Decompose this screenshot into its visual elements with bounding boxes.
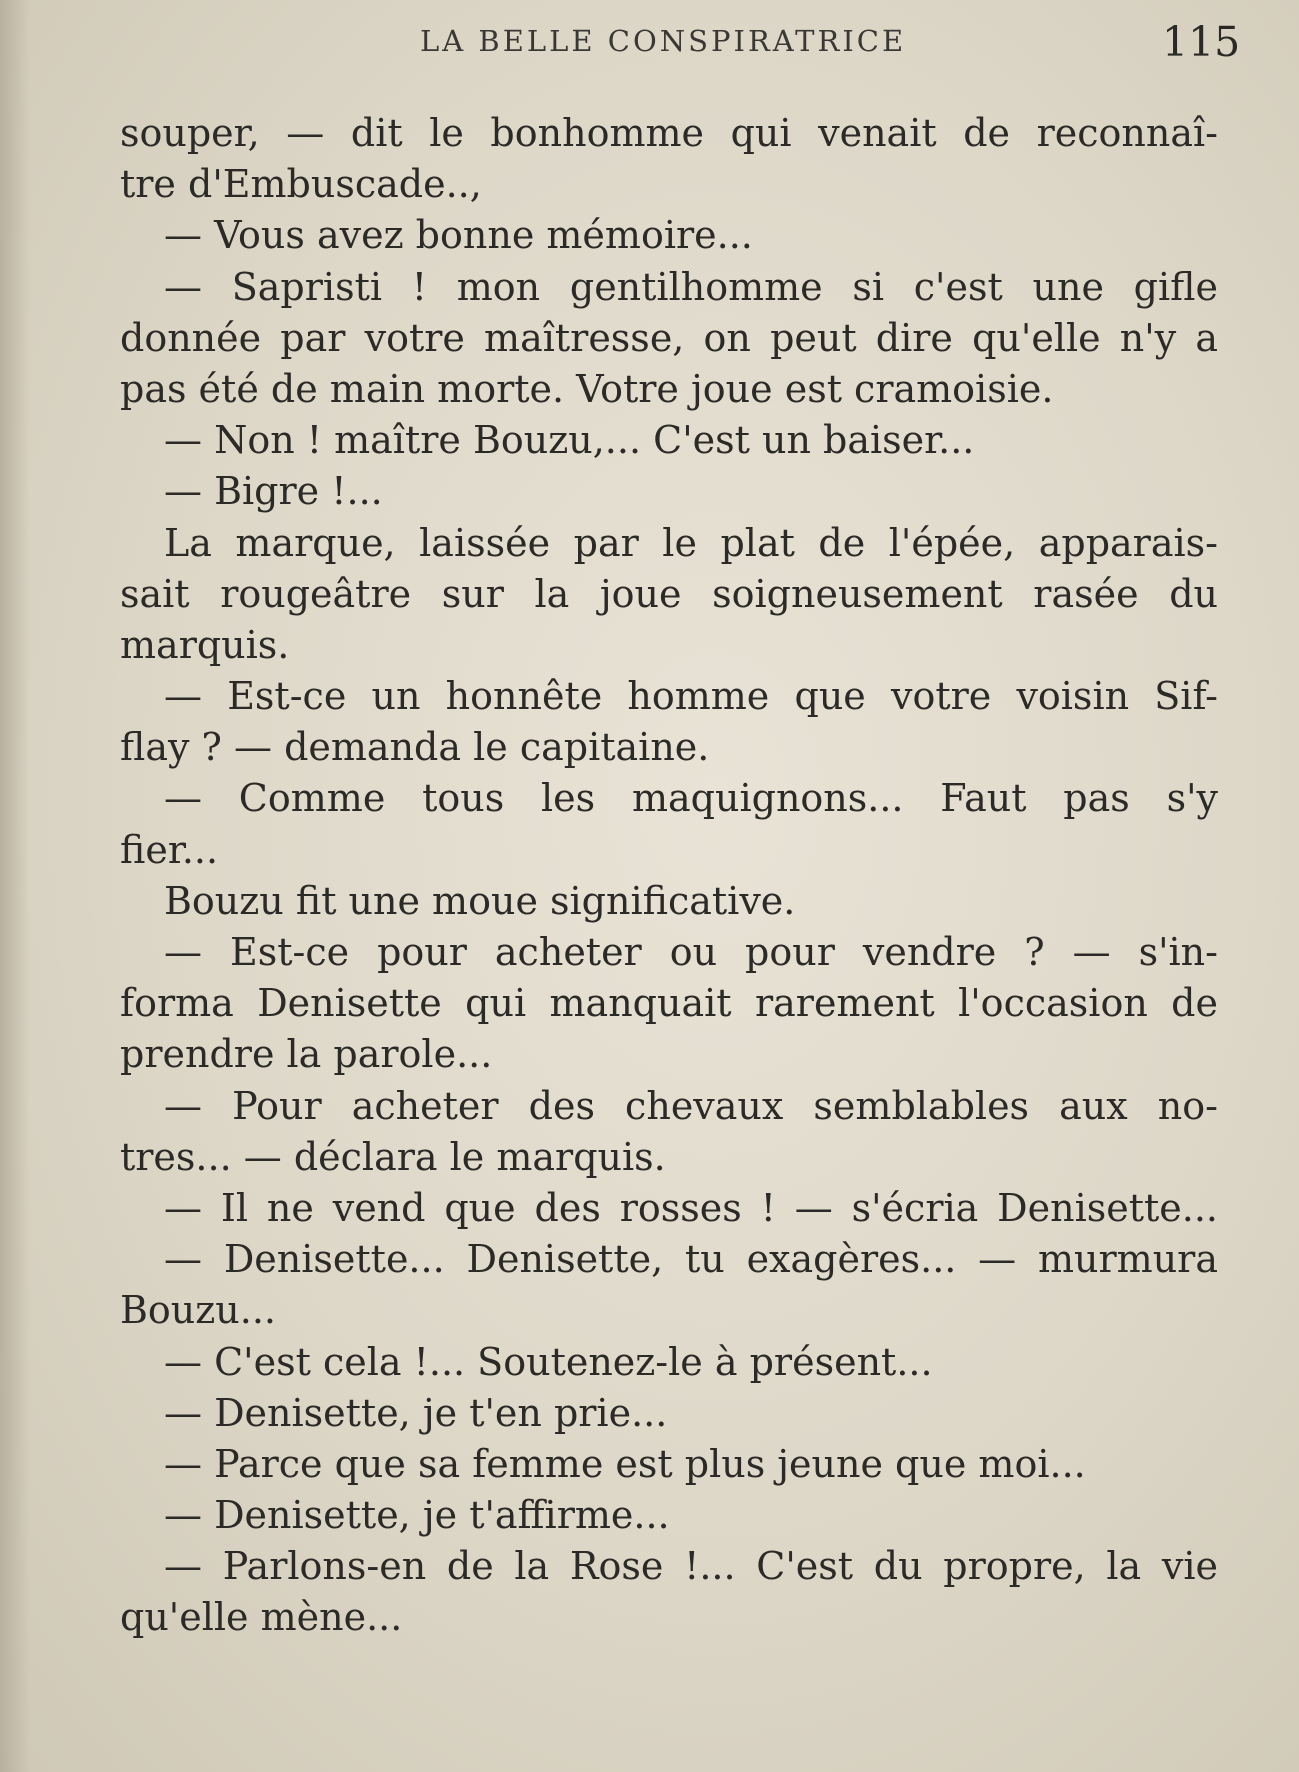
text-line: flay ? — demanda le capitaine. (120, 725, 710, 770)
text-line: — Denisette, je t'en prie... (164, 1390, 668, 1435)
text-line: — Bigre !... (164, 469, 383, 514)
text-line: Bouzu fit une moue significative. (164, 878, 796, 923)
text-line: — Est-ce pour acheter ou pour vendre ? — s'in- (164, 930, 1218, 974)
text-line: — Denisette... Denisette, tu exagères... — murmura (164, 1237, 1218, 1282)
text-line: souper, — dit le bonhomme qui venait de reconnaî- (120, 111, 1218, 155)
text-line: — Il ne vend que des rosses ! — s'écria Denisette... (164, 1185, 1218, 1230)
text-line: sait rougeâtre sur la joue soigneusement rasée du (120, 571, 1218, 616)
text-line: marquis. (120, 622, 290, 667)
text-line: — Est-ce un honnête homme que votre voisin Sif- (164, 674, 1218, 719)
running-title: LA BELLE CONSPIRATRICE (420, 24, 907, 58)
page-number: 115 (1162, 18, 1241, 66)
binding-shadow (0, 0, 30, 1772)
text-line: — Pour acheter des chevaux semblables aux no- (164, 1083, 1218, 1128)
text-line: fier... (120, 827, 219, 872)
text-line: qu'elle mène... (120, 1595, 403, 1640)
text-line: — Vous avez bonne mémoire... (164, 213, 753, 258)
text-line: prendre la parole... (120, 1032, 493, 1077)
text-line: donnée par votre maîtresse, on peut dire qu'elle n'y a (120, 315, 1218, 360)
text-line: — Parlons-en de la Rose !... C'est du propre, la vie (164, 1544, 1218, 1589)
text-line: Bouzu... (120, 1288, 277, 1333)
text-line: tre d'Embuscade.., (120, 162, 482, 207)
text-line: — Parce que sa femme est plus jeune que moi... (164, 1441, 1086, 1486)
text-line: La marque, laissée par le plat de l'épée, apparais- (164, 520, 1218, 565)
text-line: tres... — déclara le marquis. (120, 1134, 666, 1179)
text-line: — Non ! maître Bouzu,... C'est un baiser... (164, 418, 975, 463)
text-line: — Denisette, je t'affirme... (164, 1493, 670, 1538)
body-text (120, 108, 1218, 1644)
text-line: — C'est cela !... Soutenez-le à présent... (164, 1339, 933, 1384)
running-head (0, 18, 1299, 78)
text-line: — Sapristi ! mon gentilhomme si c'est une gifle (164, 264, 1218, 309)
text-line: pas été de main morte. Votre joue est cramoisie. (120, 366, 1054, 411)
text-line: forma Denisette qui manquait rarement l'occasion de (120, 981, 1218, 1026)
text-line: — Comme tous les maquignons... Faut pas s'y (164, 776, 1218, 821)
